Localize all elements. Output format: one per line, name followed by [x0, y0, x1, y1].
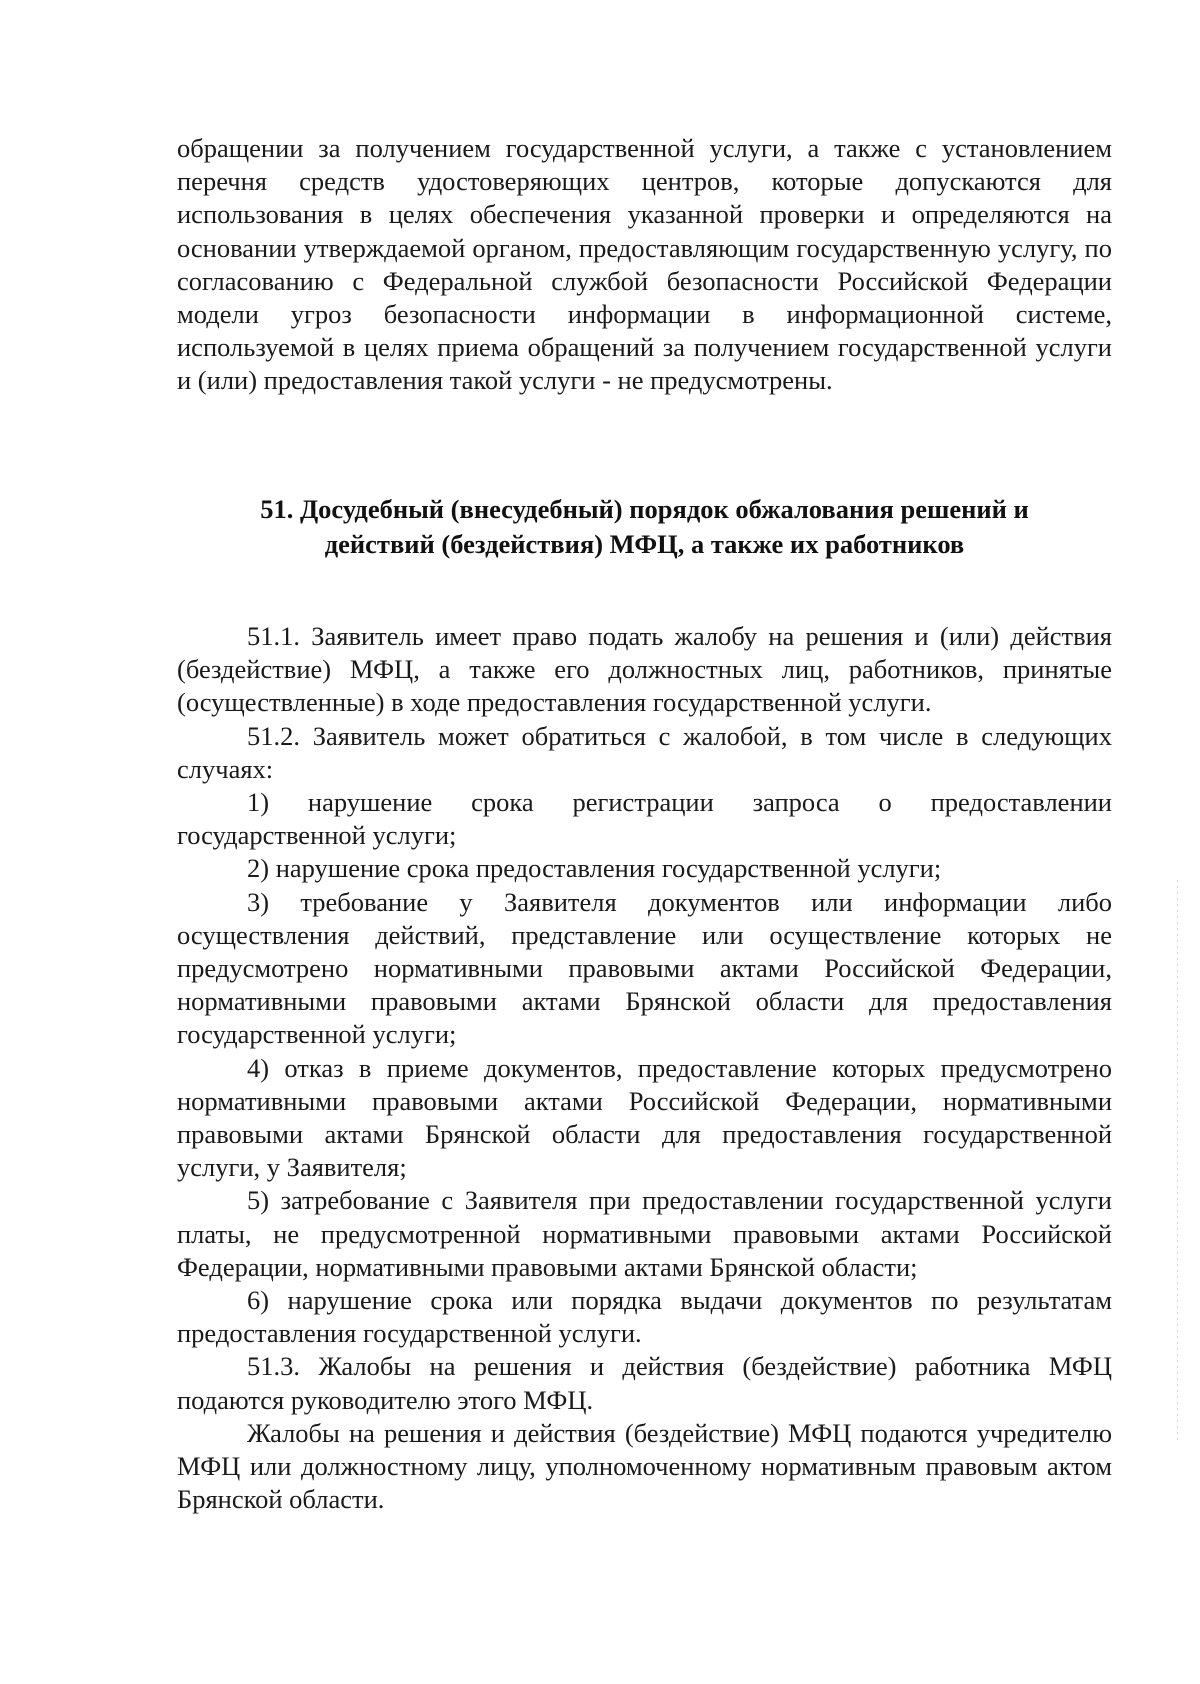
list-item-1: 1) нарушение срока регистрации запроса о предоставлении государственной услуги; — [177, 787, 1112, 851]
list-item-5: 5) затребование с Заявителя при предоставлении государственной услуги платы, не предусмотренной нормативными правовыми актами Российской Федерации, нормативными правовыми актами Брянской области; — [177, 1185, 1112, 1282]
list-item-2: 2) нарушение срока предоставления государственной услуги; — [247, 853, 942, 884]
scan-edge-mark — [1177, 880, 1178, 1440]
list-item-6: 6) нарушение срока или порядка выдачи документов по результатам предоставления государственной услуги. — [177, 1285, 1112, 1349]
section-heading-line2: действий (бездействия) МФЦ, а также их работников — [324, 529, 965, 559]
section-heading-line1: 51. Досудебный (внесудебный) порядок обжалования решений и — [260, 494, 1029, 524]
body-text — [177, 620, 1112, 1516]
paragraph-51-3: 51.3. Жалобы на решения и действия (бездействие) работника МФЦ подаются руководителю этого МФЦ. — [177, 1351, 1112, 1415]
section-heading — [177, 492, 1112, 562]
intro-text — [177, 132, 1112, 398]
paragraph-51-1: 51.1. Заявитель имеет право подать жалобу на решения и (или) действия (бездействие) МФЦ, а также его должностных лиц, работников, принятые (осуществленные) в ходе предоставления государственной услуги. — [177, 621, 1112, 718]
intro-paragraph: обращении за получением государственной услуги, а также с установлением перечня средств удостоверяющих центров, которые допускаются для использования в целях обеспечения указанной проверки и определяются на основании утверждаемой органом, предоставляющим государственную услугу, по согласованию с Федеральной службой безопасности Российской Федерации модели угроз безопасности информации в информационной системе, используемой в целях приема обращений за получением государственной услуги и (или) предоставления такой услуги - не предусмотрены. — [177, 133, 1112, 396]
list-item-4: 4) отказ в приеме документов, предоставление которых предусмотрено нормативными правовыми актами Российской Федерации, нормативными правовыми актами Брянской области для предоставления государственной услуги, у Заявителя; — [177, 1052, 1112, 1183]
paragraph-final: Жалобы на решения и действия (бездействие) МФЦ подаются учредителю МФЦ или должностному лицу, уполномоченному нормативным правовым актом Брянской области. — [177, 1417, 1112, 1515]
paragraph-51-2: 51.2. Заявитель может обратиться с жалобой, в том числе в следующих случаях: — [177, 720, 1112, 784]
list-item-3: 3) требование у Заявителя документов или информации либо осуществления действий, представление или осуществление которых не предусмотрено нормативными правовыми актами Российской Федерации, нормативными правовыми актами Брянской области для предоставления государственной услуги; — [177, 886, 1112, 1050]
